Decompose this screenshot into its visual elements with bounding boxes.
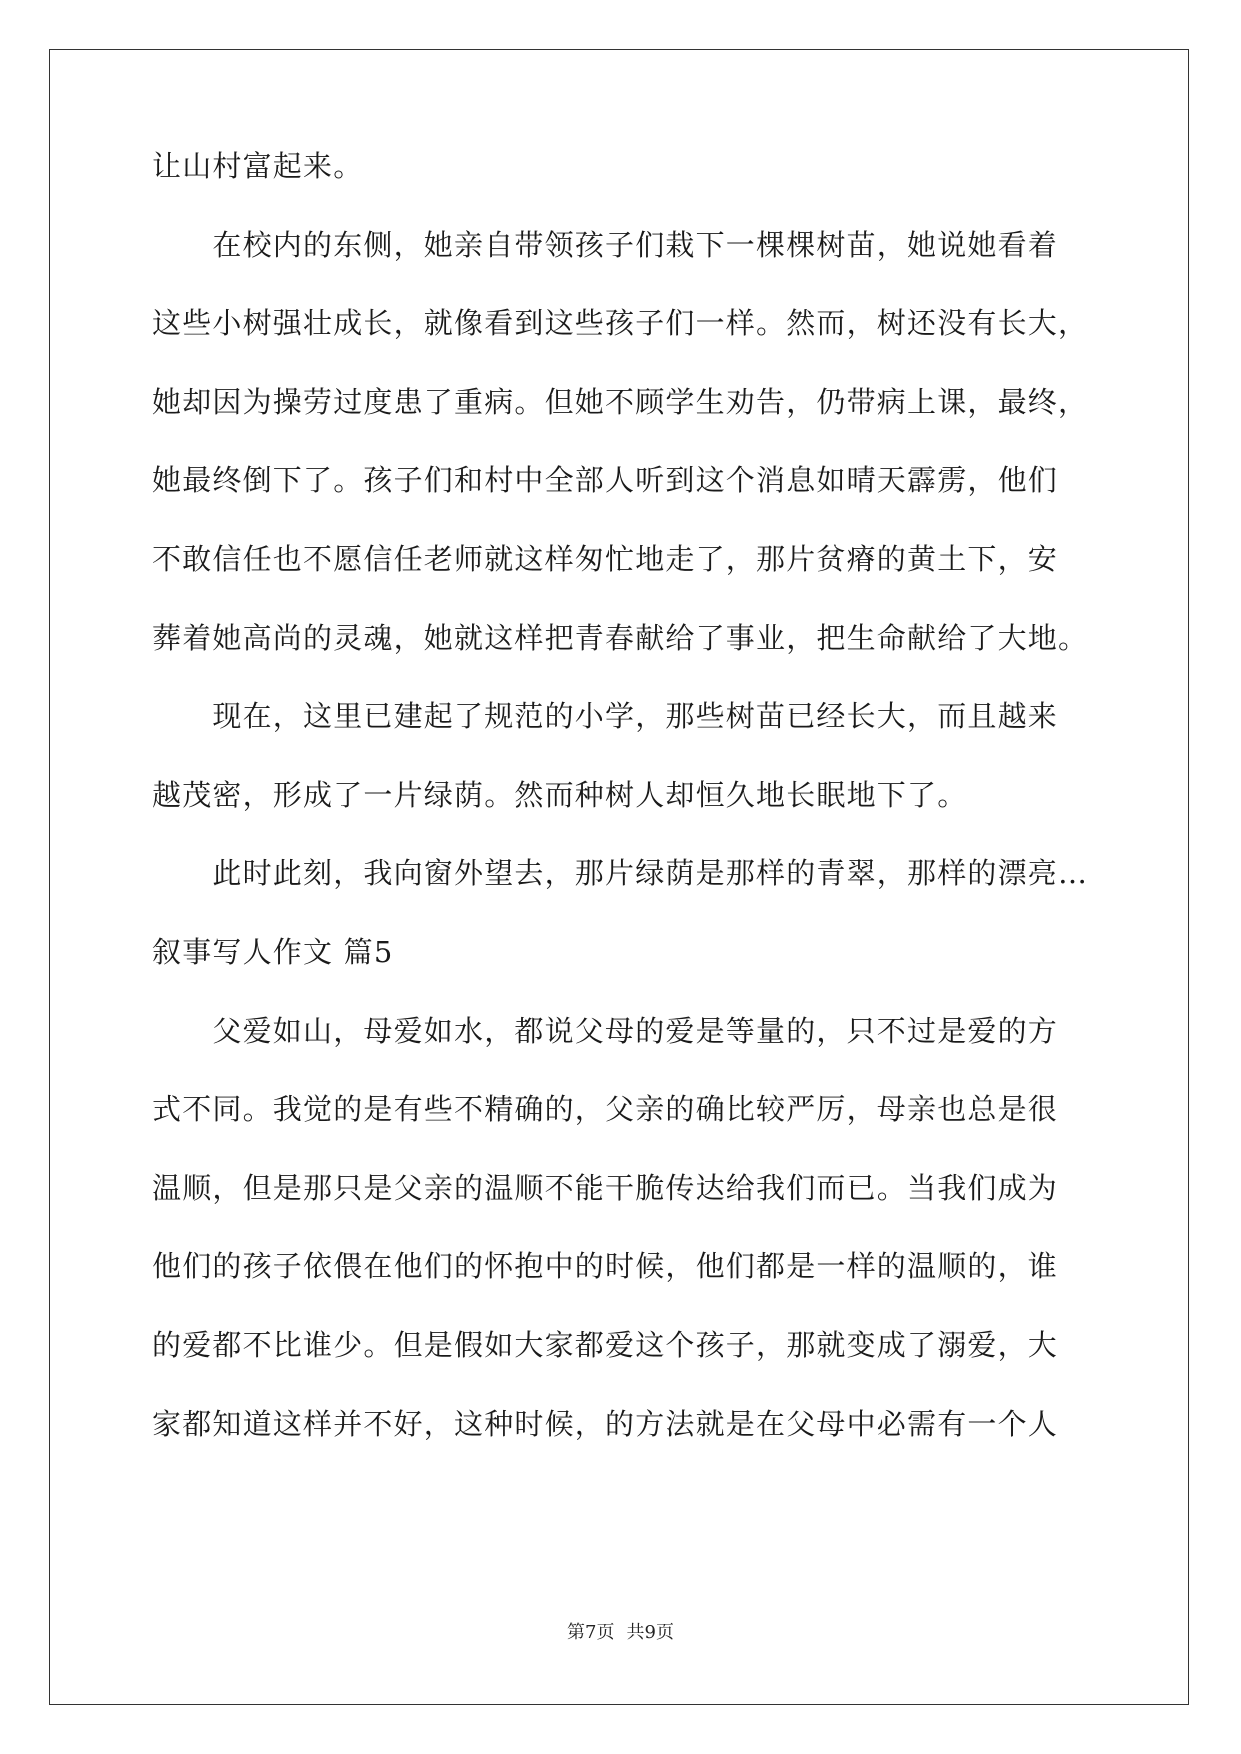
total-pages-label: 共9页: [626, 1622, 674, 1643]
text-line: 家都知道这样并不好，这种时候，的方法就是在父母中必需有一个人: [152, 1406, 1059, 1441]
section-heading: 叙事写人作文 篇5: [152, 934, 394, 969]
text-line: 现在，这里已建起了规范的小学，那些树苗已经长大，而且越来: [152, 699, 1059, 734]
text-line: 葬着她高尚的灵魂，她就这样把青春献给了事业，把生命献给了大地。: [152, 620, 1089, 655]
text-line: 在校内的东侧，她亲自带领孩子们栽下一棵棵树苗，她说她看着: [152, 227, 1059, 262]
text-line: 越茂密，形成了一片绿荫。然而种树人却恒久地长眠地下了。: [152, 777, 968, 812]
text-line: 不敢信任也不愿信任老师就这样匆忙地走了，那片贫瘠的黄土下，安: [152, 541, 1059, 576]
current-page-label: 第7页: [567, 1622, 615, 1643]
text-line: 的爱都不比谁少。但是假如大家都爱这个孩子，那就变成了溺爱，大: [152, 1327, 1059, 1362]
text-line: 式不同。我觉的是有些不精确的，父亲的确比较严厉，母亲也总是很: [152, 1092, 1059, 1127]
text-line: 让山村富起来。: [152, 149, 364, 183]
document-body: [152, 149, 1092, 1488]
text-line: 他们的孩子依偎在他们的怀抱中的时候，他们都是一样的温顺的，谁: [152, 1249, 1059, 1284]
text-line: 她却因为操劳过度患了重病。但她不顾学生劝告，仍带病上课，最终，: [152, 384, 1089, 419]
page-footer: [0, 1618, 1241, 1644]
text-line: 温顺，但是那只是父亲的温顺不能干脆传达给我们而已。当我们成为: [152, 1170, 1059, 1205]
text-line: 此时此刻，我向窗外望去，那片绿荫是那样的青翠，那样的漂亮…: [152, 856, 1089, 891]
text-line: 这些小树强壮成长，就像看到这些孩子们一样。然而，树还没有长大，: [152, 306, 1089, 341]
text-line: 父爱如山，母爱如水，都说父母的爱是等量的，只不过是爱的方: [152, 1013, 1059, 1048]
text-line: 她最终倒下了。孩子们和村中全部人听到这个消息如晴天霹雳，他们: [152, 463, 1059, 498]
